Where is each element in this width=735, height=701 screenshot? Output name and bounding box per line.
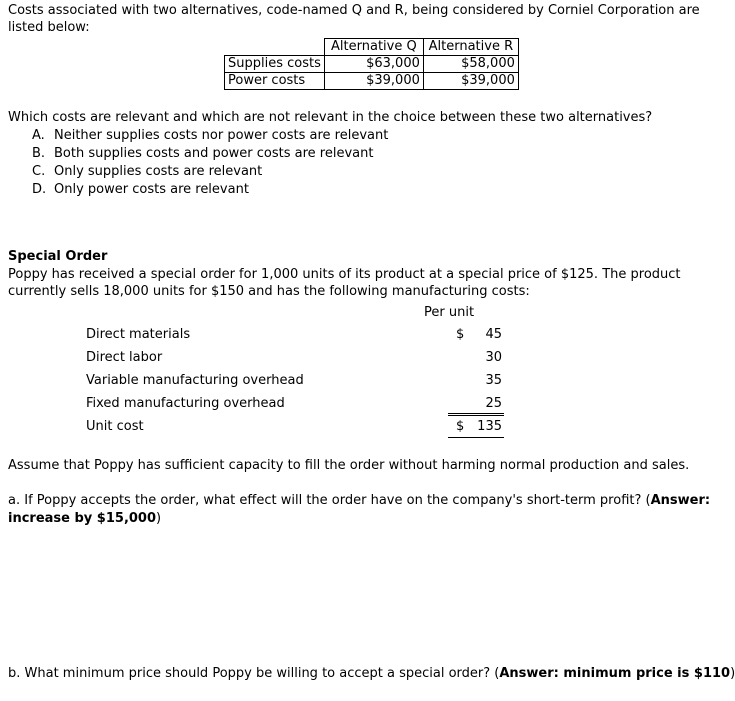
row-label-power: Power costs xyxy=(225,73,325,90)
option-c xyxy=(32,163,262,181)
row-label-supplies: Supplies costs xyxy=(225,56,325,73)
cost-dollar-sign: $ xyxy=(456,327,465,342)
option-text: Only supplies costs are relevant xyxy=(54,164,263,179)
cost-value-variable-overhead: 35 xyxy=(485,373,502,388)
option-text: Both supplies costs and power costs are relevant xyxy=(54,146,374,161)
cost-dollar-sign: $ xyxy=(456,419,465,434)
option-text: Neither supplies costs nor power costs are relevant xyxy=(54,128,389,143)
cost-value-direct-materials: 45 xyxy=(485,327,502,342)
header-alternative-r: Alternative R xyxy=(423,39,518,56)
cost-label-direct-labor: Direct labor xyxy=(86,350,163,365)
header-alternative-q: Alternative Q xyxy=(324,39,423,56)
question-a-close: ) xyxy=(156,511,162,526)
cost-value-direct-labor: 30 xyxy=(485,350,502,365)
option-text: Only power costs are relevant xyxy=(54,182,249,197)
table-row xyxy=(225,73,519,90)
option-letter: A. xyxy=(32,128,45,143)
table-corner-cell xyxy=(225,39,325,56)
cost-value-fixed-overhead: 25 xyxy=(485,396,502,411)
cost-label-variable-overhead: Variable manufacturing overhead xyxy=(86,373,304,388)
intro-text: Costs associated with two alternatives, code-named Q and R, being considered by Corniel Corporation are listed below: xyxy=(8,3,700,35)
question-relevant-costs: Which costs are relevant and which are not relevant in the choice between these two alternatives? xyxy=(8,110,653,125)
option-b xyxy=(32,145,373,163)
question-a-text: a. If Poppy accepts the order, what effect will the order have on the company's short-term profit? ( xyxy=(8,493,651,508)
special-order-title: Special Order xyxy=(8,249,108,264)
table-header-row xyxy=(225,39,519,56)
alternatives-table xyxy=(224,38,519,90)
special-order-text: Poppy has received a special order for 1,000 units of its product at a special price of $125. The product currently sells 18,000 units for $150 and has the following manufacturing costs: xyxy=(8,267,681,299)
capacity-assumption: Assume that Poppy has sufficient capacity to fill the order without harming normal production and sales. xyxy=(8,458,690,473)
question-a xyxy=(8,492,728,528)
question-a-answer: Answer: increase by $15,000 xyxy=(8,493,711,526)
total-rule-top xyxy=(448,413,504,414)
option-a xyxy=(32,127,388,145)
question-b-answer: Answer: minimum price is $110 xyxy=(499,666,731,681)
cost-value-unit-cost: 135 xyxy=(477,419,502,434)
supplies-q-value: $63,000 xyxy=(324,56,423,73)
cost-label-unit-cost: Unit cost xyxy=(86,419,144,434)
question-b xyxy=(8,665,735,683)
option-letter: C. xyxy=(32,164,46,179)
option-d xyxy=(32,181,249,199)
question-b-close: ) xyxy=(730,666,735,681)
question-b-text: b. What minimum price should Poppy be willing to accept a special order? ( xyxy=(8,666,500,681)
option-letter: B. xyxy=(32,146,46,161)
option-letter: D. xyxy=(32,182,47,197)
power-r-value: $39,000 xyxy=(423,73,518,90)
cost-label-direct-materials: Direct materials xyxy=(86,327,191,342)
total-rule-bottom xyxy=(448,437,504,438)
total-rule-double xyxy=(448,415,504,416)
supplies-r-value: $58,000 xyxy=(423,56,518,73)
power-q-value: $39,000 xyxy=(324,73,423,90)
cost-label-fixed-overhead: Fixed manufacturing overhead xyxy=(86,396,285,411)
table-row xyxy=(225,56,519,73)
per-unit-header: Per unit xyxy=(424,305,475,320)
